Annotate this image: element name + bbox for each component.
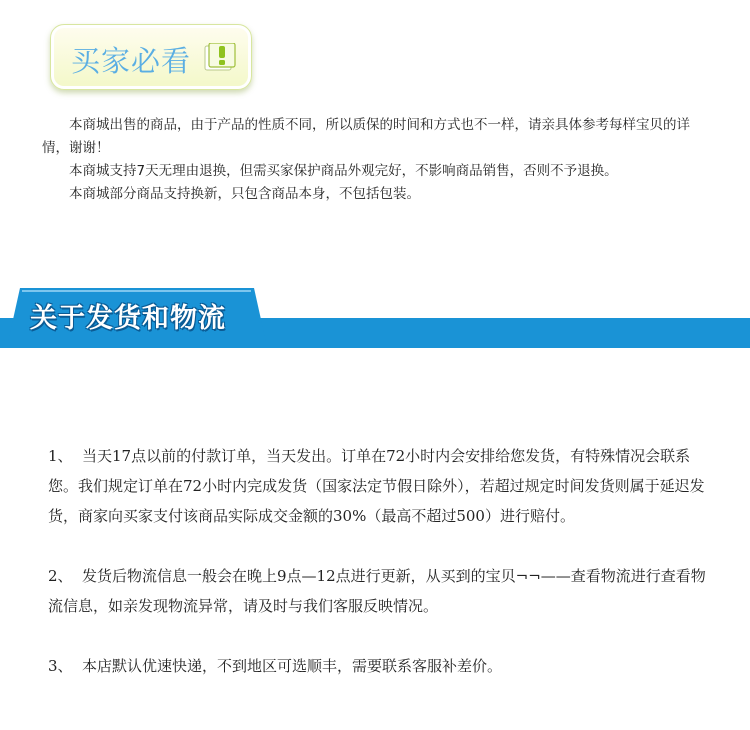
section-title: 关于发货和物流 [30,303,226,334]
item-number: 2、 [48,567,73,585]
list-item [48,561,708,621]
exclamation-notice-icon [203,43,237,73]
buyer-notice-badge [50,24,252,90]
item-number: 3、 [48,657,73,675]
badge-label: 买家必看 [71,44,192,78]
logistics-list [48,441,708,711]
item-number: 1、 [48,447,73,465]
intro-paragraph-1: 本商城出售的商品，由于产品的性质不同，所以质保的时间和方式也不一样，请亲具体参考每样宝贝的详情，谢谢！ [42,117,690,156]
item-text: 发货后物流信息一般会在晚上9点—12点进行更新，从买到的宝贝¬¬——查看物流进行查看物流信息，如亲发现物流异常，请及时与我们客服反映情况。 [48,567,706,615]
intro-paragraph-2: 本商城支持7天无理由退换，但需买家保护商品外观完好，不影响商品销售，否则不予退换。 [69,163,618,179]
item-text: 本店默认优速快递，不到地区可选顺丰，需要联系客服补差价。 [82,657,503,675]
list-item [48,441,708,531]
intro-notes [42,114,702,206]
intro-paragraph-3: 本商城部分商品支持换新，只包含商品本身，不包括包装。 [69,186,420,202]
list-item [48,651,708,681]
item-text: 当天17点以前的付款订单，当天发出。订单在72小时内会安排给您发货，有特殊情况会联系您。我们规定订单在72小时内完成发货（国家法定节假日除外），若超过规定时间发货则属于延迟发货，商家向买家支付该商品实际成交金额的30%（最高不超过500）进行赔付。 [48,447,705,525]
section-banner [0,278,750,348]
